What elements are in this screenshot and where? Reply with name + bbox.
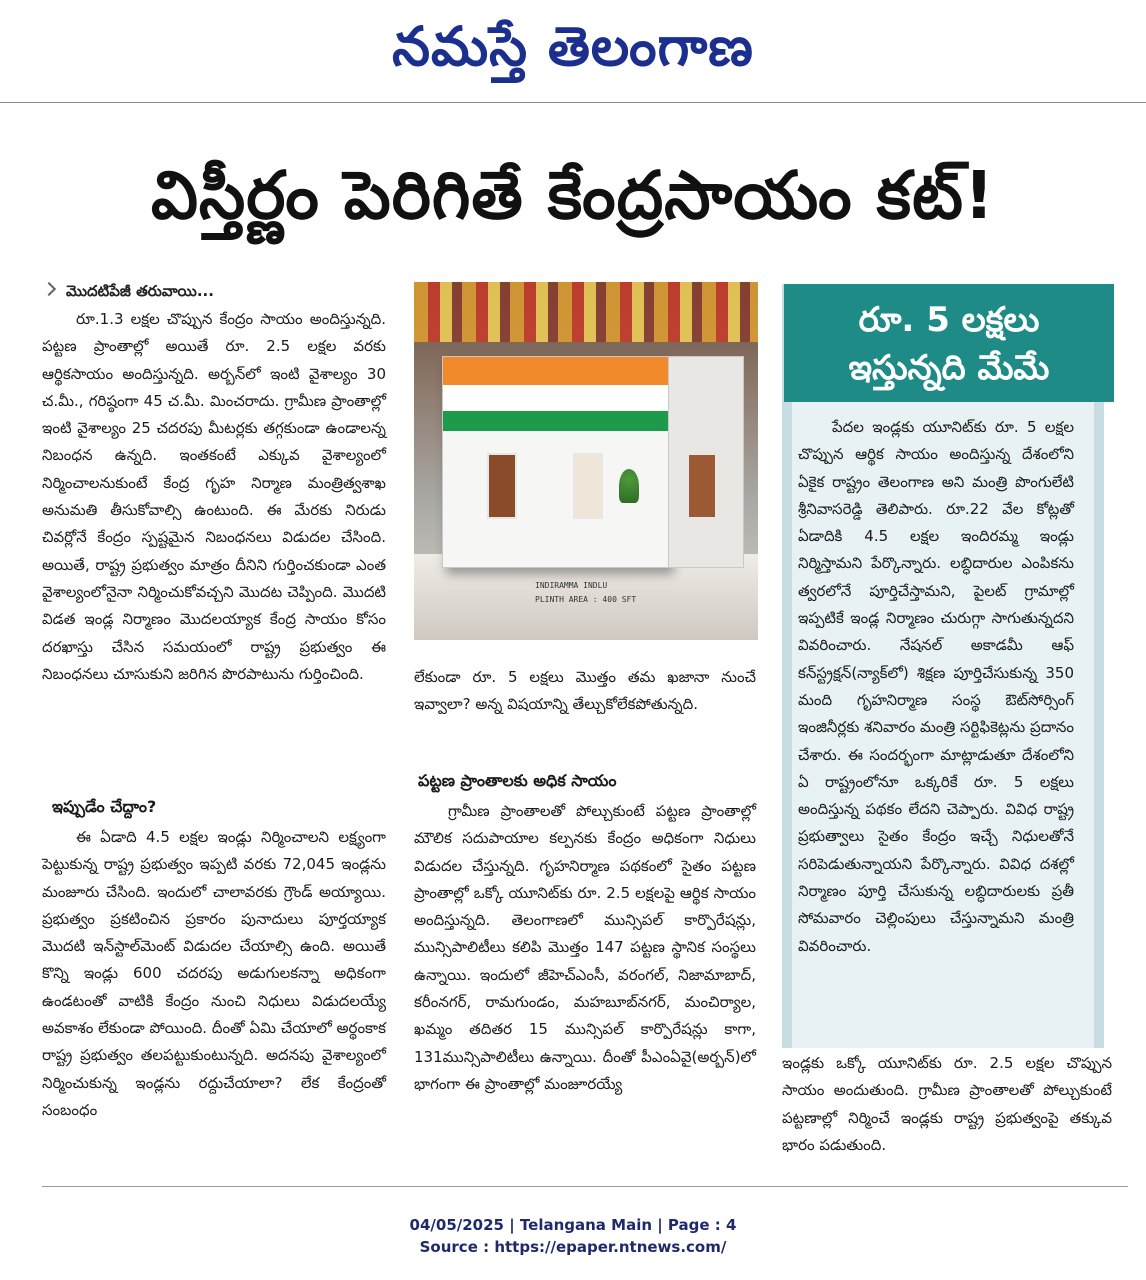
continued-label [44, 278, 384, 304]
chevron-right-icon [42, 282, 56, 296]
roof-green-band [443, 411, 669, 431]
plant-icon [619, 469, 639, 503]
window-icon [573, 453, 603, 519]
footer-divider [42, 1186, 1128, 1187]
column-1-paragraph: రూ.1.3 లక్షల చొప్పున కేంద్రం సాయం అందిస్తున్నది. పట్టణ ప్రాంతాల్లో అయితే రూ. 2.5 లక్షల వరకు ఆర్థికసాయం అందిస్తున్నది. అర్బన్‌లో ఇంటి వైశాల్యం 30 చ.మీ., గరిష్ఠంగా 45 చ.మీ. మించరాదు. గ్రామీణ ప్రాంతాల్లో ఇంటి వైశాల్యం 25 చదరపు మీటర్లకు తగ్గకుండా ఉండాలన్న నిబంధన ఉన్నది. ఇంతకంటే ఎక్కువ వైశాల్యంలో నిర్మించాలనుకుంటే కేంద్ర గృహ నిర్మాణ మంత్రిత్వశాఖ అనుమతి తీసుకోవాల్సి ఉంటుంది. ఈ మేరకు నిరుడు చివర్లోనే కేంద్రం స్పష్టమైన నిబంధనలు విడుదల చేసింది. అయితే, రాష్ట్ర ప్రభుత్వం మాత్రం దీనిని గుర్తించకుండా ఎంత వైశాల్యంలోనైనా నిర్మించుకోవచ్చని మొదట చెప్పింది. మొదటి విడత ఇండ్ల నిర్మాణం మొదలయ్యాక కేంద్ర సాయం కోసం దరఖాస్తు చేసిన సమయంలో రాష్ట్ర ప్రభుత్వం ఈ నిబంధనలు చూసుకుని జరిగిన పొరపాటును గుర్తించింది. [42, 310, 386, 683]
column-1-subhead: ఇప్పుడేం చేద్దాం? [52, 797, 157, 816]
column-1-paragraph-2: ఈ ఏడాది 4.5 లక్షల ఇండ్లు నిర్మించాలని లక్ష్యంగా పెట్టుకున్న రాష్ట్ర ప్రభుత్వం ఇప్పటి వరకు 72,045 ఇండ్లను మంజూరు చేసింది. ఇందులో చాలావరకు గ్రౌండ్ అయ్యాయి. ప్రభుత్వం ప్రకటించిన ప్రకారం పునాదులు పూర్తయ్యాక మొదటి ఇన్‌స్టాల్‌మెంట్ విడుదల చేయాల్సి ఉంది. అయితే కొన్ని ఇండ్లు 600 చదరపు అడుగులకన్నా అధికంగా ఉండటంతో వాటికి కేంద్రం నుంచి నిధులు విడుదలయ్యే అవకాశం లేకుండా పోయింది. దీంతో ఏమి చేయాలో అర్థంకాక రాష్ట్ర ప్రభుత్వం తలపట్టుకుంటున్నది. అదనపు వైశాల్యంలో నిర్మించుకున్న ఇండ్లను రద్దుచేయాలా? లేక కేంద్రంతో సంబంధం [42, 828, 386, 1119]
side-door-icon [687, 453, 717, 519]
column-2-paragraph: గ్రామీణ ప్రాంతాలతో పోల్చుకుంటే పట్టణ ప్రాంతాల్లో మౌలిక సదుపాయాల కల్పనకు కేంద్రం అధికంగా నిధులు విడుదల చేస్తున్నది. గృహనిర్మాణ పథకంలో సైతం పట్టణ ప్రాంతాల్లో ఒక్కో యూనిట్‌కు రూ. 2.5 లక్షలపై ఆర్థిక సాయం అందిస్తున్నది. తెలంగాణలో మున్సిపల్ కార్పొరేషన్లు, మున్సిపాలిటీలు కలిపి మొత్తం 147 పట్టణ స్థానిక సంస్థలు ఉన్నాయి. ఇందులో జీహెచ్ఎంసీ, వరంగల్, నిజామాబాద్, కరీంనగర్, రామగుండం, మహబూబ్‌నగర్, మంచిర్యాల, ఖమ్మం తదితర 15 మున్సిపల్ కార్పొరేషన్లు కాగా, 131మున్సిపాలిటీలు ఉన్నాయి. దీంతో పీఎంఏవై(అర్బన్)లో భాగంగా ఈ ప్రాంతాల్లో మంజూరయ్యే [414, 802, 756, 1093]
headline: విస్తీర్ణం పెరిగితే కేంద్రసాయం కట్! [150, 157, 996, 234]
footer-source: Source : https://epaper.ntnews.com/ [419, 1238, 727, 1256]
column-3-bottom [782, 1050, 1112, 1159]
sidebar-paragraph: పేదల ఇండ్లకు యూనిట్‌కు రూ. 5 లక్షల చొప్పున ఆర్థిక సాయం అందిస్తున్న దేశంలోని ఏకైక రాష్ట్రం తెలంగాణ అని మంత్రి పొంగులేటి శ్రీనివాసరెడ్డి తెలిపారు. రూ.22 వేల కోట్లతో ఏడాదికి 4.5 లక్షల ఇందిరమ్మ ఇండ్లు నిర్మిస్తామని పేర్కొన్నారు. లబ్ధిదారుల ఎంపికను త్వరలోనే పూర్తిచేస్తామని, పైలట్ గ్రామాల్లో ఇప్పటికే ఇండ్ల నిర్మాణం చురుగ్గా సాగుతున్నదని వివరించారు. నేషనల్ అకాడమీ ఆఫ్ కన్‌స్ట్రక్షన్(న్యాక్‌లో) శిక్షణ పూర్తిచేసుకున్న 350 మంది గృహనిర్మాణ సంస్థ ఔట్‌సోర్సింగ్ ఇంజినీర్లకు శనివారం మంత్రి సర్టిఫికెట్లను ప్రదానం చేశారు. ఈ సందర్భంగా మాట్లాడుతూ దేశంలోని ఏ రాష్ట్రంలోనూ ఒక్కరికే రూ. 5 లక్షలు అందిస్తున్న పథకం లేదని చెప్పారు. వివిధ రాష్ట్ర ప్రభుత్వాలు సైతం కేంద్రం ఇచ్చే నిధులతోనే సరిపెడుతున్నాయని పేర్కొన్నారు. వివిధ దశల్లో నిర్మాణం పూర్తి చేసుకున్న లబ్ధిదారులకు ప్రతీ సోమవారం చెల్లింపులు చేస్తున్నామని మంత్రి వివరించారు. [798, 418, 1074, 955]
sidebar-title-line-2: ఇస్తున్నది మేమే [848, 348, 1050, 388]
column-3-bottom-paragraph: ఇండ్లకు ఒక్కో యూనిట్‌కు రూ. 2.5 లక్షల చొప్పున సాయం అందుతుంది. గ్రామీణ ప్రాంతాలతో పోల్చుకుంటే పట్టణాల్లో నిర్మించే ఇండ్లకు రాష్ట్ర ప్రభుత్వంపై తక్కువ భారం పడుతుంది. [782, 1054, 1112, 1154]
footer-date-edition: 04/05/2025 | Telangana Main | Page : 4 [409, 1216, 737, 1234]
flower-garland-decoration [414, 282, 758, 342]
door-icon [487, 453, 517, 519]
column-2-top [414, 664, 756, 719]
roof-white-band [443, 385, 669, 411]
column-1-lower [42, 824, 386, 1124]
plaque-line-2: PLINTH AREA : 400 SFT [535, 595, 637, 604]
footer [0, 1214, 1146, 1258]
house-model [442, 356, 670, 604]
continued-text: మొదటిపేజీ తరువాయి... [66, 282, 214, 300]
column-2 [414, 798, 756, 1098]
house-model-photo [414, 282, 758, 640]
sidebar-title-line-1: రూ. 5 లక్షలు [858, 300, 1040, 340]
masthead-logo: నమస్తే తెలంగాణ [392, 14, 754, 78]
column-1 [42, 306, 386, 688]
sidebar-title [784, 284, 1114, 402]
house-model-side [668, 356, 744, 568]
plaque [535, 579, 663, 619]
column-2-paragraph-top: లేకుండా రూ. 5 లక్షలు మొత్తం తమ ఖజానా నుంచే ఇవ్వాలా? అన్న విషయాన్ని తేల్చుకోలేకపోతున్నది. [414, 668, 756, 714]
plaque-line-1: INDIRAMMA INDLU [535, 581, 608, 590]
sidebar-body [798, 414, 1074, 960]
masthead-divider [0, 102, 1146, 103]
column-2-subhead: పట్టణ ప్రాంతాలకు అధిక సాయం [418, 771, 617, 790]
roof-saffron-band [443, 357, 669, 385]
